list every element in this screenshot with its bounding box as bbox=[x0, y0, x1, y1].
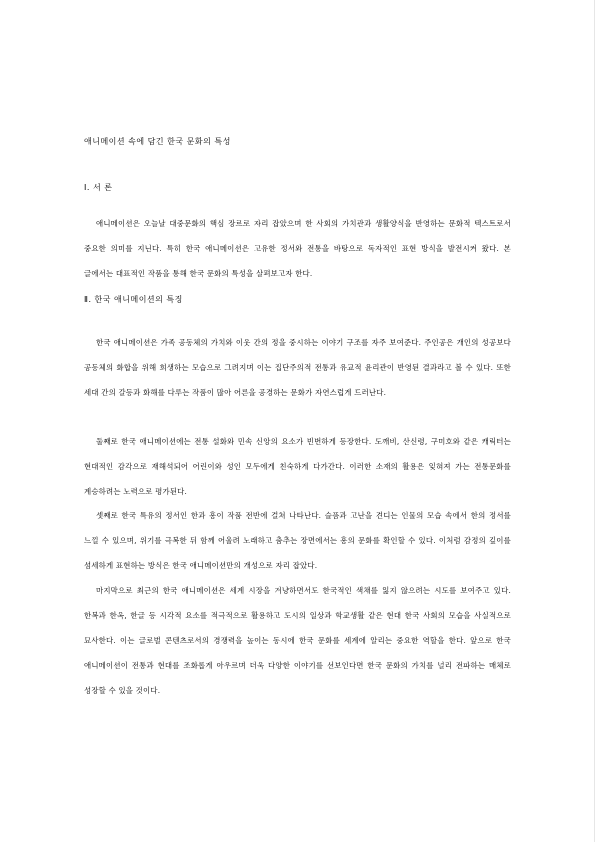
section-heading-introduction: Ⅰ. 서 론 bbox=[84, 183, 113, 192]
body-paragraph: 애니메이션은 오늘날 대중문화의 핵심 장르로 자리 잡았으며 한 사회의 가치관과 생활양식을 반영하는 문화적 텍스트로서 중요한 의미를 지닌다. 특히 한국 애니메이션은 고유한 정서와 전통을 바탕으로 독자적인 표현 방식을 발전시켜 왔다. 본 글에서는 대표적인 작품을 통해 한국 문화의 특성을 살펴보고자 한다. bbox=[84, 219, 511, 278]
body-paragraph: 한국 애니메이션은 가족 공동체의 가치와 이웃 간의 정을 중시하는 이야기 구조를 자주 보여준다. 주인공은 개인의 성공보다 공동체의 화합을 위해 희생하는 모습으로 그려지며 이는 집단주의적 전통과 유교적 윤리관이 반영된 결과라고 볼 수 있다. 또한 세대 간의 갈등과 화해를 다루는 작품이 많아 어른을 공경하는 문화가 자연스럽게 드러난다. bbox=[84, 338, 511, 397]
document-title: 애니메이션 속에 담긴 한국 문화의 특성 bbox=[84, 137, 231, 146]
body-paragraph: 둘째로 한국 애니메이션에는 전통 설화와 민속 신앙의 요소가 빈번하게 등장한다. 도깨비, 산신령, 구미호와 같은 캐릭터는 현대적인 감각으로 재해석되어 어린이와 성인 모두에게 친숙하게 다가간다. 이러한 소재의 활용은 잊혀져 가는 전통문화를 계승하려는 노력으로 평가된다. bbox=[84, 437, 511, 496]
body-paragraph: 셋째로 한국 특유의 정서인 한과 흥이 작품 전반에 걸쳐 나타난다. 슬픔과 고난을 견디는 인물의 모습 속에서 한의 정서를 느낄 수 있으며, 위기를 극복한 뒤 함께 어울려 노래하고 춤추는 장면에서는 흥의 문화를 확인할 수 있다. 이처럼 감정의 깊이를 섬세하게 표현하는 방식은 한국 애니메이션만의 개성으로 자리 잡았다. bbox=[84, 511, 511, 570]
section-heading-features: Ⅱ. 한국 애니메이션의 특징 bbox=[84, 295, 183, 304]
body-paragraph: 마지막으로 최근의 한국 애니메이션은 세계 시장을 겨냥하면서도 한국적인 색채를 잃지 않으려는 시도를 보여주고 있다. 한복과 한옥, 한글 등 시각적 요소를 적극적으로 활용하고 도시의 일상과 학교생활 같은 현대 한국 사회의 모습을 사실적으로 묘사한다. 이는 글로벌 콘텐츠로서의 경쟁력을 높이는 동시에 한국 문화를 세계에 알리는 중요한 역할을 한다. 앞으로 한국 애니메이션이 전통과 현대를 조화롭게 아우르며 더욱 다양한 이야기를 선보인다면 한국 문화의 가치를 널리 전파하는 매체로 성장할 수 있을 것이다. bbox=[84, 586, 511, 695]
